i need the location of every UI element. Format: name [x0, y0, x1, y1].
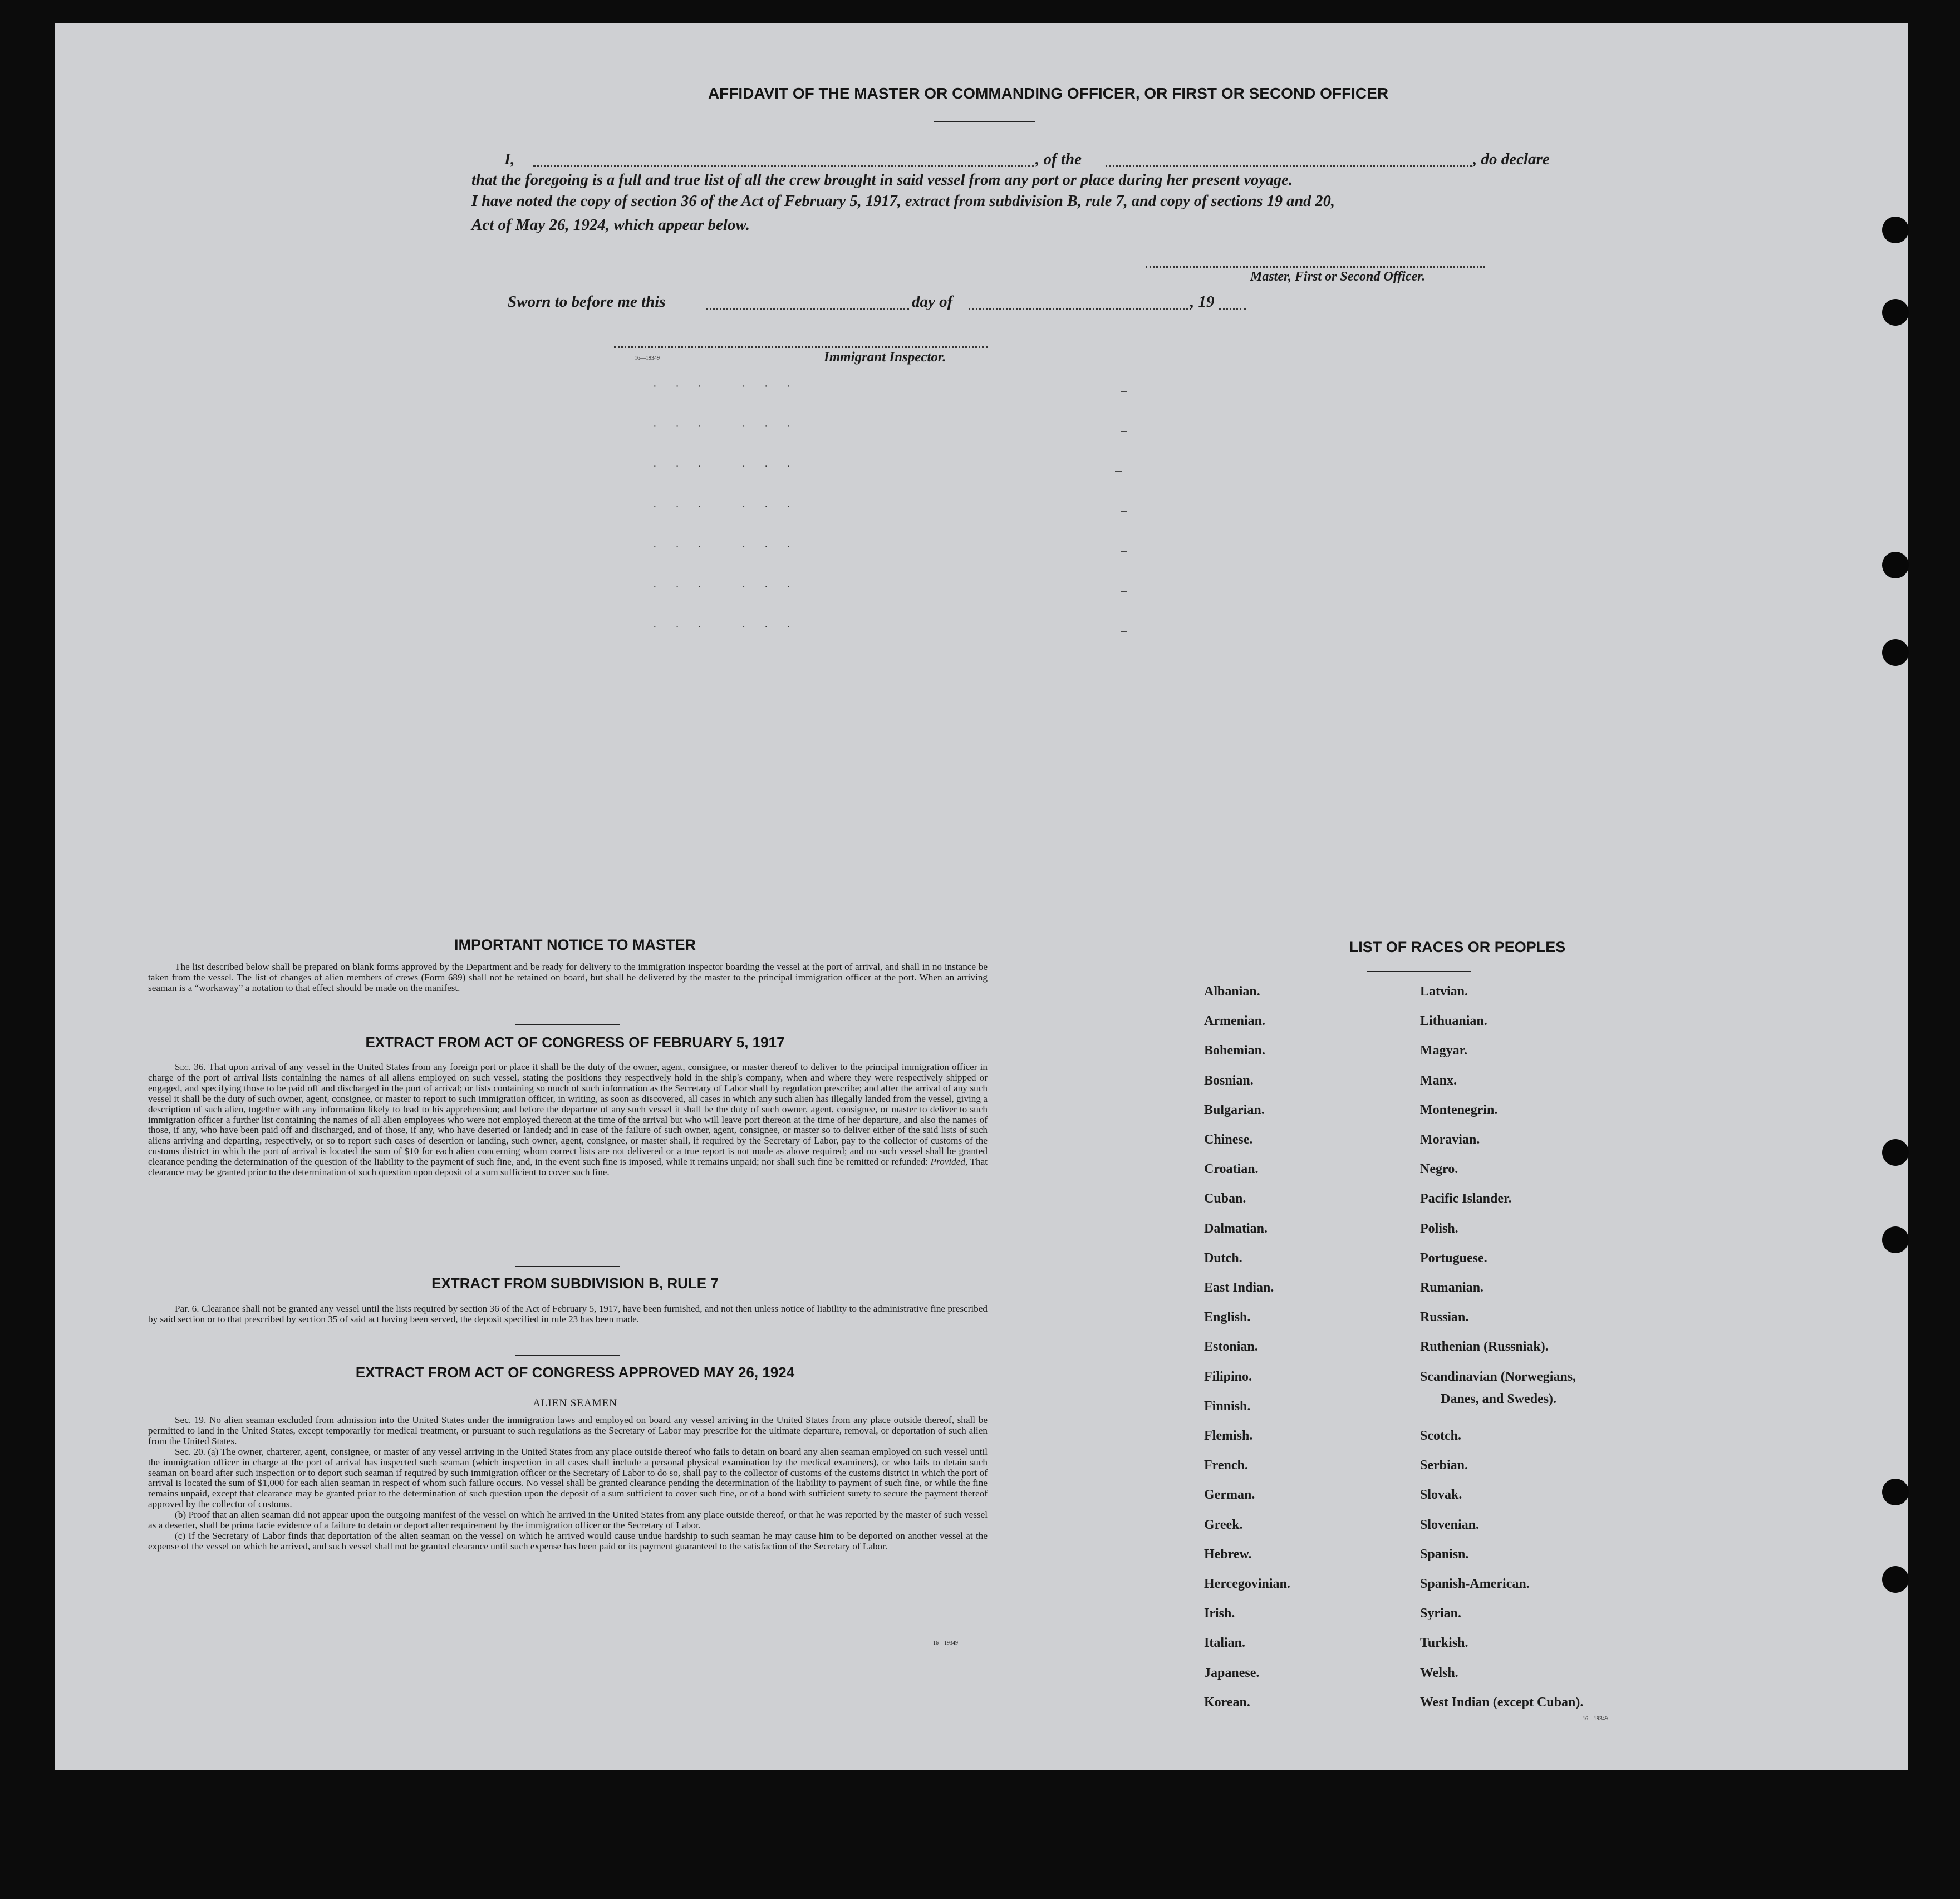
- section-divider: [515, 1266, 620, 1267]
- race-item: Cuban.: [1204, 1191, 1246, 1206]
- tick-mark: [1121, 631, 1127, 632]
- race-item: Hercegovinian.: [1204, 1577, 1290, 1591]
- race-item: German.: [1204, 1488, 1255, 1503]
- race-item: Ruthenian (Russniak).: [1420, 1339, 1549, 1355]
- race-item: Syrian.: [1420, 1606, 1462, 1621]
- race-item: Korean.: [1204, 1695, 1250, 1710]
- extract-1917-text: [148, 1062, 988, 1178]
- race-item: Serbian.: [1420, 1458, 1468, 1473]
- tick-mark: [1121, 591, 1127, 592]
- section-divider: [515, 1355, 620, 1356]
- race-item: Latvian.: [1420, 984, 1468, 999]
- sec-19-paragraph: Sec. 19. No alien seaman excluded from admission into the United States under the immigration laws and employed on board any vessel arriving in the United States from any place outside thereof, shall be permitted to land in the United States, except temporarily for medical treatment, or pursuant to such regulations as the Secretary of Labor may prescribe for the ultimate departure, removal, or deportation of such alien from the United States.: [148, 1415, 988, 1446]
- notice-text: [148, 962, 988, 994]
- races-title: LIST OF RACES OR PEOPLES: [1349, 939, 1566, 955]
- rule7-paragraph: Par. 6. Clearance shall not be granted any vessel until the lists required by section 36 of the Act of February 5, 1917, have been furnished, and not then unless notice of liability to the administrative fine prescribed by said section or to that prescribed by section 35 of said act having been served, the deposit specified in rule 23 has been made.: [148, 1303, 988, 1324]
- sworn-year-field[interactable]: [1219, 308, 1246, 310]
- extract-rule7-text: [148, 1304, 988, 1325]
- race-item: Russian.: [1420, 1310, 1469, 1325]
- sec-20c-paragraph: (c) If the Secretary of Labor finds that deportation of the alien seaman on the vessel on which he arrived would cause undue hardship to such seaman he may cause him to be deported on another vessel at the expense of the vessel on which he arrived, and such vessel shall not be granted clearance until such expense has been paid or its payment guaranteed to the satisfaction of the Secretary of Labor.: [148, 1530, 988, 1552]
- register-marks: · · · · · ·: [653, 540, 798, 552]
- race-item: English.: [1204, 1310, 1251, 1325]
- inspector-label: Immigrant Inspector.: [824, 350, 946, 365]
- affidavit-of-the: , of the: [1035, 150, 1082, 168]
- race-item: Dalmatian.: [1204, 1221, 1268, 1236]
- race-item: Moravian.: [1420, 1132, 1480, 1147]
- race-item: Magyar.: [1420, 1043, 1468, 1058]
- binder-hole: [1882, 1566, 1909, 1593]
- sworn-label: Sworn to before me this: [508, 293, 666, 311]
- register-marks: · · · · · ·: [653, 460, 798, 472]
- race-item: Japanese.: [1204, 1665, 1260, 1680]
- binder-hole: [1882, 1226, 1909, 1253]
- race-item: Spanish-American.: [1420, 1577, 1530, 1591]
- tick-mark: [1121, 511, 1127, 512]
- binder-hole: [1882, 1479, 1909, 1505]
- title-underline: [934, 121, 1035, 122]
- race-item: Welsh.: [1420, 1665, 1458, 1680]
- vessel-name-field[interactable]: [1106, 165, 1472, 167]
- register-marks: · · · · · ·: [653, 500, 798, 512]
- race-item: West Indian (except Cuban).: [1420, 1695, 1584, 1710]
- race-item: Slovenian.: [1420, 1517, 1480, 1532]
- race-item: East Indian.: [1204, 1280, 1274, 1295]
- sec-20b-paragraph: (b) Proof that an alien seaman did not appear upon the outgoing manifest of the vessel on which he arrived in the United States from any place outside thereof, or that he was reported by the master of such vessel as a deserter, shall be prima facie evidence of a failure to detain or deport after requirement by the immigration officer or the Secretary of Labor.: [148, 1509, 988, 1531]
- extract-1924-text: [148, 1415, 988, 1552]
- race-item: Chinese.: [1204, 1132, 1253, 1147]
- race-item: Flemish.: [1204, 1429, 1253, 1443]
- tick-mark: [1121, 431, 1127, 432]
- race-item: Bohemian.: [1204, 1043, 1266, 1058]
- binder-hole: [1882, 299, 1909, 326]
- master-signature-field[interactable]: [1146, 266, 1485, 268]
- sec-36-text: That upon arrival of any vessel in the United States from any foreign port or place it shall be the duty of the owner, agent, consignee, or master thereof to deliver to the principal immigration officer in charge of the port of arrival lists containing the names of all aliens employed on such vessel, stating the positions they respectively hold in the ship's company, when and where they were respectively shipped or engaged, and specifying those to be paid off and discharged in the port of arrival; or lists containing so much of such information as the Secretary of Labor shall by regulation prescribe; and after the arrival of any such vessel it shall be the duty of such owner, agent, consignee, or master to report to such immigration officer, in writing, as soon as discovered, all cases in which any such alien has illegally landed from the vessel, giving a description of such alien, together with any information likely to lead to his apprehension; and before the departure of any such vessel it shall be the duty of such owner, agent, consignee, or master to deliver to such immigration officer a further list containing the names of all alien employees who were not employed thereon at the time of the arrival but who will leave port thereon at the time of her departure, and also the names of those, if any, who have been paid off and discharged, and of those, if any, who have deserted or landed; and in case of the failure of such owner, agent, consignee, or master so to deliver either of the said lists of such aliens arriving and departing, respectively, or so to report such cases of desertion or landing, such owner, agent, consignee, or master shall, if required by the Secretary of Labor, pay to the collector of customs of the customs district in which the port of arrival is located the sum of $10 for each alien concerning whom correct lists are not delivered or a true report is not made as above required; and no such vessel shall be granted clearance pending the determination of the question of the liability to the payment of such fine, and, in the event such fine is imposed, while it remains unpaid; nor shall such fine be remitted or refunded:: [148, 1062, 988, 1167]
- race-item: Albanian.: [1204, 984, 1260, 999]
- sec-20a-paragraph: Sec. 20. (a) The owner, charterer, agent, consignee, or master of any vessel arriving in the United States from any place outside thereof who fails to detain on board any alien seaman employed on such vessel until the immigration officer in charge at the port of arrival has inspected such seaman (which inspection in all cases shall include a personal physical examination by the medical examiners), or who fails to detain such seaman on board after such inspection or to deport such seaman if required by such immigration officer or the Secretary of Labor to do so, shall pay to the collector of customs of the customs district in which the port of arrival is located the sum of $1,000 for each alien seaman in respect of whom such failure occurs. No vessel shall be granted clearance pending the determination of the liability to payment of such fine, or while the fine remains unpaid, except that clearance may be granted prior to the determination of such question upon the deposit of a sum sufficient to cover such fine, or of a bond with sufficient surety to secure the payment thereof approved by the collector of customs.: [148, 1446, 988, 1510]
- race-item: Negro.: [1420, 1162, 1458, 1177]
- race-item: Hebrew.: [1204, 1547, 1252, 1562]
- affidavit-line-2: that the foregoing is a full and true list of all the crew brought in said vessel from any port or place during her present voyage.: [471, 171, 1293, 189]
- race-item: Scotch.: [1420, 1429, 1461, 1443]
- race-item: Portuguese.: [1420, 1250, 1487, 1265]
- race-item: Slovak.: [1420, 1488, 1462, 1503]
- race-item: Dutch.: [1204, 1250, 1242, 1265]
- race-item: Spanisn.: [1420, 1547, 1469, 1562]
- race-item: Greek.: [1204, 1517, 1243, 1532]
- races-form-number: 16—19349: [1583, 1716, 1608, 1722]
- binder-hole: [1882, 1139, 1909, 1166]
- register-marks: · · · · · ·: [653, 580, 798, 592]
- binder-hole: [1882, 639, 1909, 666]
- tick-mark: [1121, 551, 1127, 552]
- register-marks: · · · · · ·: [653, 620, 798, 632]
- sworn-month-field[interactable]: [969, 308, 1191, 310]
- race-item: Bulgarian.: [1204, 1102, 1265, 1117]
- master-label: Master, First or Second Officer.: [1250, 269, 1426, 284]
- section-divider: [515, 1024, 620, 1025]
- binder-hole: [1882, 552, 1909, 578]
- race-item: Danes, and Swedes).: [1441, 1391, 1557, 1406]
- extract-1917-title: EXTRACT FROM ACT OF CONGRESS OF FEBRUARY 5, 1917: [365, 1034, 785, 1051]
- alien-seamen-subtitle: ALIEN SEAMEN: [533, 1397, 617, 1409]
- race-item: French.: [1204, 1458, 1248, 1473]
- race-item: Manx.: [1420, 1073, 1457, 1088]
- binder-hole: [1882, 217, 1909, 243]
- race-item: Montenegrin.: [1420, 1102, 1498, 1117]
- year-prefix-label: , 19: [1190, 293, 1215, 311]
- race-item: Filipino.: [1204, 1369, 1252, 1384]
- extract-rule7-title: EXTRACT FROM SUBDIVISION B, RULE 7: [431, 1275, 719, 1292]
- notice-paragraph: The list described below shall be prepared on blank forms approved by the Department and be ready for delivery to the immigration inspector boarding the vessel at the port of arrival, and shall in no instance be taken from the vessel. The list of changes of alien members of crews (Form 689) shall not be retained on board, but shall be delivered by the master to the principal immigration officer at the port. When an arriving seaman is a “workaway” a notation to that effect should be made on the manifest.: [148, 961, 988, 993]
- race-item: Rumanian.: [1420, 1280, 1484, 1295]
- sec-36-text-end: That clearance may be granted prior to the determination of such question upon deposit of a sum sufficient to cover such fine.: [148, 1156, 988, 1178]
- race-item: Finnish.: [1204, 1399, 1251, 1414]
- affidavit-do-declare: , do declare: [1473, 150, 1550, 168]
- affidavit-line-4: Act of May 26, 1924, which appear below.: [471, 216, 750, 234]
- notice-title: IMPORTANT NOTICE TO MASTER: [454, 936, 696, 953]
- affidavit-form-number: 16—19349: [635, 355, 660, 361]
- race-item: Bosnian.: [1204, 1073, 1254, 1088]
- race-item: Scandinavian (Norwegians,: [1420, 1369, 1576, 1384]
- tick-mark: [1115, 471, 1122, 472]
- sec-36-label: Sec. 36.: [175, 1062, 206, 1072]
- race-item: Irish.: [1204, 1606, 1235, 1621]
- races-underline: [1367, 971, 1471, 972]
- race-item: Polish.: [1420, 1221, 1458, 1236]
- sworn-day-field[interactable]: [706, 308, 909, 310]
- race-item: Croatian.: [1204, 1162, 1259, 1177]
- provided-word: Provided,: [930, 1156, 968, 1167]
- affidavit-title: AFFIDAVIT OF THE MASTER OR COMMANDING OFFICER, OR FIRST OR SECOND OFFICER: [708, 85, 1389, 102]
- extract-form-number: 16—19349: [933, 1640, 958, 1646]
- affidavit-i-label: I,: [504, 150, 515, 168]
- race-item: Lithuanian.: [1420, 1014, 1487, 1029]
- extract-1924-title: EXTRACT FROM ACT OF CONGRESS APPROVED MAY 26, 1924: [355, 1364, 795, 1381]
- declarant-name-field[interactable]: [533, 165, 1034, 167]
- register-marks: · · · · · ·: [653, 380, 798, 392]
- tick-mark: [1121, 391, 1127, 392]
- inspector-signature-field[interactable]: [614, 346, 988, 348]
- day-of-label: day of: [912, 293, 953, 311]
- race-item: Estonian.: [1204, 1339, 1258, 1355]
- race-item: Turkish.: [1420, 1636, 1468, 1651]
- race-item: Armenian.: [1204, 1014, 1265, 1029]
- race-item: Pacific Islander.: [1420, 1191, 1512, 1206]
- form-sheet: [55, 23, 1908, 1770]
- race-item: Italian.: [1204, 1636, 1246, 1651]
- register-marks: · · · · · ·: [653, 420, 798, 432]
- affidavit-line-3: I have noted the copy of section 36 of the Act of February 5, 1917, extract from subdivision B, rule 7, and copy of sections 19 and 20,: [471, 193, 1335, 210]
